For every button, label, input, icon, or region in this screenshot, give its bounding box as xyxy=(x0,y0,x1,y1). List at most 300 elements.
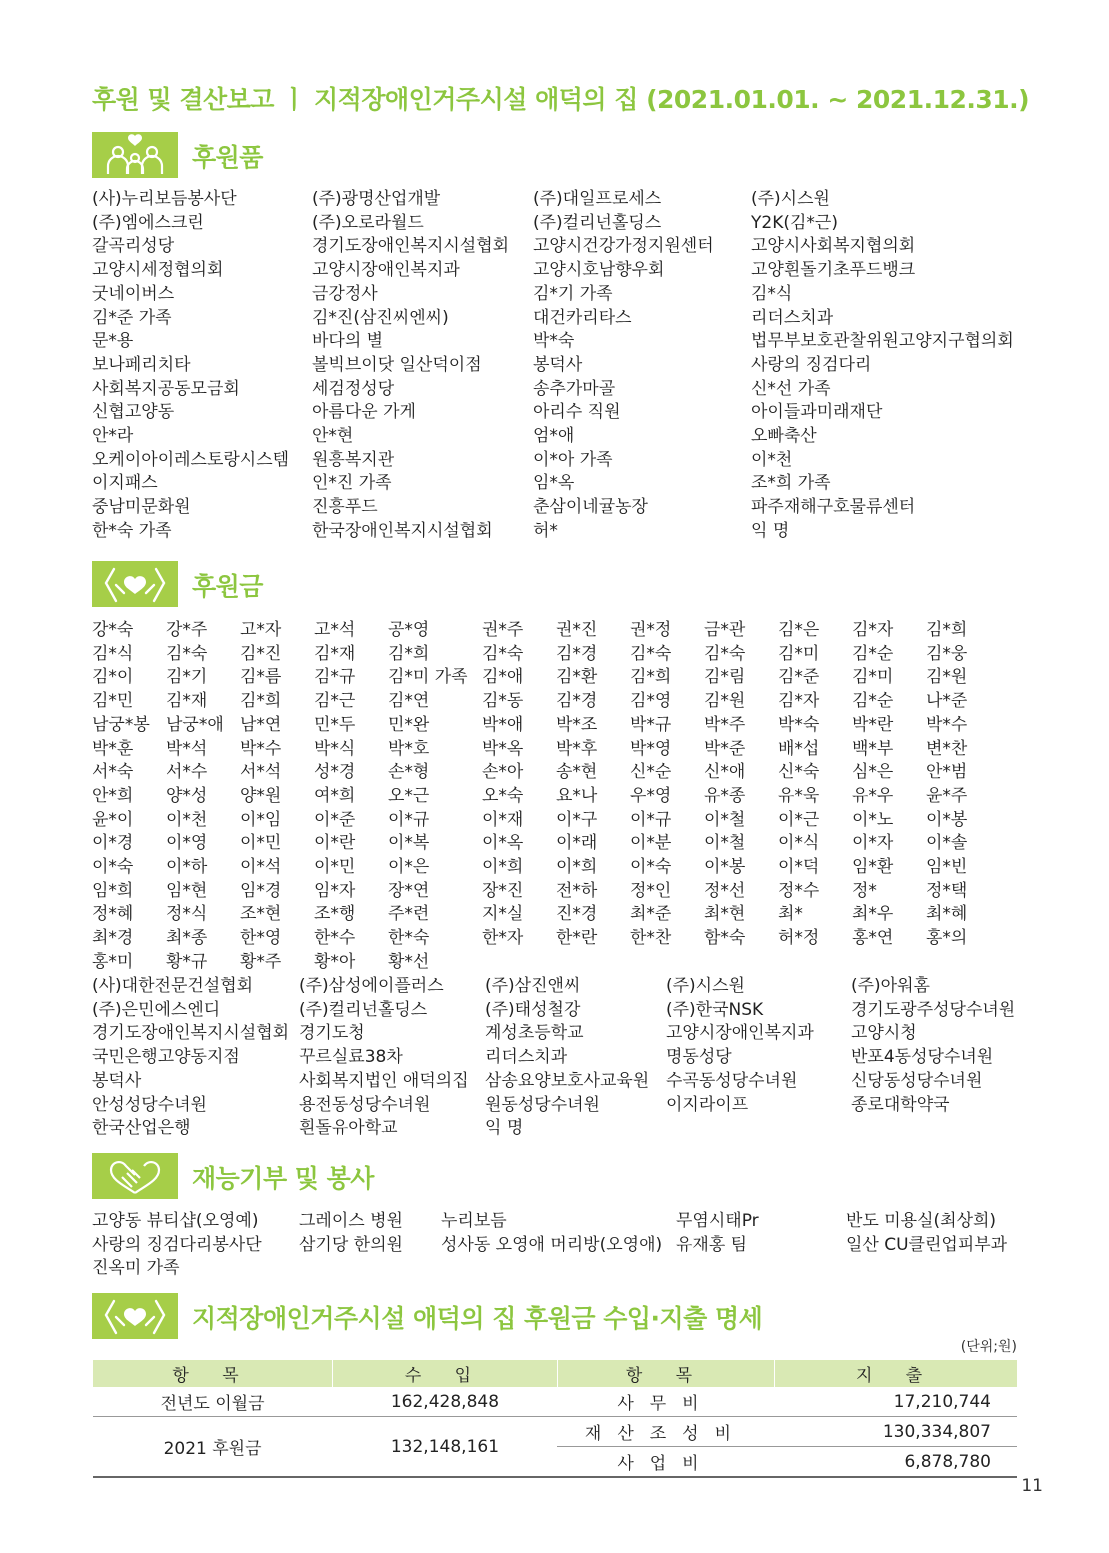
list-item: 김*환 xyxy=(556,667,598,688)
list-item: 송*현 xyxy=(556,762,598,783)
list-item: 김*미 가족 xyxy=(388,667,468,688)
list-item: (주)오로라월드 xyxy=(312,212,424,233)
list-item: 봉덕사 xyxy=(533,354,583,375)
list-item: 계성초등학교 xyxy=(485,1023,584,1044)
list-item: 이*임 xyxy=(240,809,282,830)
list-item: 김*경 xyxy=(556,643,598,664)
list-item: (주)한국NSK xyxy=(666,999,764,1020)
unit-label: (단위;원) xyxy=(960,1339,1017,1355)
section-title-talent: 재능기부 및 봉사 xyxy=(192,1164,374,1193)
list-item: 김*희 xyxy=(630,667,672,688)
list-item: 고양시장애인복지과 xyxy=(312,260,460,281)
list-item: 최*종 xyxy=(166,928,208,949)
list-item: 황*선 xyxy=(388,951,430,972)
list-item: 김*은 xyxy=(778,620,820,640)
expense-value: 6,878,780 xyxy=(775,1447,1017,1478)
list-item: (주)은민에스엔디 xyxy=(92,999,221,1020)
list-item: 이*경 xyxy=(92,833,134,854)
list-item: 박*준 xyxy=(704,738,746,759)
list-item: 이*천 xyxy=(166,809,208,830)
list-item: 익 명 xyxy=(751,520,790,541)
list-item: 박*훈 xyxy=(92,738,134,759)
income-value: 132,148,161 xyxy=(333,1417,558,1478)
list-item: 서*수 xyxy=(166,762,208,783)
list-item: 임*현 xyxy=(166,880,208,901)
list-item: 갈곡리성당 xyxy=(92,236,175,257)
list-item: 이지패스 xyxy=(92,473,158,494)
list-item: 경기도장애인복지시설협회 xyxy=(312,236,510,257)
table-row xyxy=(93,1417,1018,1447)
list-item: 삼기당 한의원 xyxy=(299,1234,403,1255)
hands-heart-icon xyxy=(92,561,178,607)
list-item: 바다의 별 xyxy=(312,331,384,352)
list-item: 박*후 xyxy=(556,738,598,759)
list-item: 조*행 xyxy=(314,904,356,925)
list-item xyxy=(676,1257,846,1281)
list-item: 안성성당수녀원 xyxy=(92,1094,207,1115)
list-item: 임*옥 xyxy=(533,473,575,494)
list-item: 이*하 xyxy=(166,857,208,878)
list-item: (주)광명산업개발 xyxy=(312,189,441,209)
list-item: 진*경 xyxy=(556,904,598,925)
list-item: 한*숙 가족 xyxy=(92,520,172,541)
list-item: 봉덕사 xyxy=(92,1070,142,1091)
list-item: 이*민 xyxy=(314,857,356,878)
list-item: 고*자 xyxy=(240,620,282,640)
list-item: 한*란 xyxy=(556,928,598,949)
list-item: 함*숙 xyxy=(704,928,746,949)
individual-donor-list xyxy=(92,619,1000,975)
list-item: 이*구 xyxy=(556,809,598,830)
list-item: 이*래 xyxy=(556,833,598,854)
list-item xyxy=(846,1257,1026,1281)
list-item: 박*란 xyxy=(852,714,894,735)
list-item: 유재홍 팀 xyxy=(676,1234,748,1255)
list-item: 전*하 xyxy=(556,880,598,901)
list-item: 최*혜 xyxy=(926,904,968,925)
list-item: 박*주 xyxy=(704,714,746,735)
header-expense: 지 출 xyxy=(775,1360,1017,1387)
list-item: 오*숙 xyxy=(482,785,524,806)
list-item: 용전동성당수녀원 xyxy=(299,1094,431,1115)
list-item: 박*석 xyxy=(166,738,208,759)
list-item: 엄*애 xyxy=(533,426,575,447)
list-item: 정* xyxy=(852,880,877,901)
list-item: 김*근 xyxy=(314,691,356,712)
list-item: 신*숙 xyxy=(778,762,820,783)
list-item: 일산 CU클린업피부과 xyxy=(846,1234,1008,1255)
list-item: 변*찬 xyxy=(926,738,968,759)
list-item: 조*희 가족 xyxy=(751,473,831,494)
list-item: 홍*의 xyxy=(926,928,968,949)
list-item: (주)컬리넌홀딩스 xyxy=(533,212,662,233)
list-item: 심*은 xyxy=(852,762,894,783)
list-item: 박*호 xyxy=(388,738,430,759)
list-item: 김*숙 xyxy=(630,643,672,664)
header-income-item: 항 목 xyxy=(93,1360,333,1387)
list-item: 김*이 xyxy=(92,667,134,688)
list-item: 박*수 xyxy=(926,714,968,735)
list-item: 김*순 xyxy=(852,691,894,712)
list-item: 사랑의 징검다리봉사단 xyxy=(92,1234,262,1255)
expense-value: 130,334,807 xyxy=(775,1417,1017,1447)
list-item: 이*솔 xyxy=(926,833,968,854)
list-item: 이*희 xyxy=(556,857,598,878)
list-item: 이*아 가족 xyxy=(533,449,613,470)
list-item: 이*철 xyxy=(704,833,746,854)
list-item: 박*숙 xyxy=(778,714,820,735)
list-item: 유*종 xyxy=(704,785,746,806)
list-item: 고양시장애인복지과 xyxy=(666,1023,814,1044)
list-item: 김*민 xyxy=(92,691,134,712)
list-item: 정*혜 xyxy=(92,904,134,925)
list-item: 남궁*애 xyxy=(166,714,224,735)
list-item: 김*애 xyxy=(482,667,524,688)
list-item: 금*관 xyxy=(704,620,746,640)
list-item: 강*주 xyxy=(166,620,208,640)
list-item: 박*숙 xyxy=(533,331,575,352)
list-item: 이*근 xyxy=(778,809,820,830)
page-number: 11 xyxy=(1021,1476,1043,1496)
list-item: 고양흰돌기초푸드뱅크 xyxy=(751,260,916,281)
list-item: 송추가마골 xyxy=(533,378,616,399)
expense-label: 사무비 xyxy=(557,1387,774,1417)
list-item: 익 명 xyxy=(485,1118,524,1139)
list-item: 윤*주 xyxy=(926,785,968,806)
list-item: 세검정성당 xyxy=(312,378,395,399)
list-item: 아이들과미래재단 xyxy=(751,402,883,423)
list-item: 조*현 xyxy=(240,904,282,925)
list-item: 박*옥 xyxy=(482,738,524,759)
list-item: 이*노 xyxy=(852,809,894,830)
list-item: 수곡동성당수녀원 xyxy=(666,1070,798,1091)
list-item: 한*영 xyxy=(240,928,282,949)
list-item: 반포4동성당수녀원 xyxy=(851,1047,994,1068)
handshake-heart-icon xyxy=(92,1153,178,1199)
list-item: 이*봉 xyxy=(926,809,968,830)
income-label: 전년도 이월금 xyxy=(93,1387,333,1417)
list-item: 파주재해구호물류센터 xyxy=(751,497,916,518)
list-item: 유*우 xyxy=(852,785,894,806)
list-item: 안*범 xyxy=(926,762,968,783)
expense-value: 17,210,744 xyxy=(775,1387,1017,1417)
list-item: 경기도장애인복지시설협회 xyxy=(92,1023,290,1044)
list-item: 민*완 xyxy=(388,714,430,735)
list-item: 손*아 xyxy=(482,762,524,783)
list-item: 김*기 xyxy=(166,667,208,688)
list-item: 신*애 xyxy=(704,762,746,783)
list-item: 볼빅브이닷 일산덕이점 xyxy=(312,354,482,375)
list-item xyxy=(851,1117,1031,1141)
list-item: 오케이아이레스토랑시스템 xyxy=(92,449,290,470)
list-item: 진옥미 가족 xyxy=(92,1258,180,1279)
list-item: 이지라이프 xyxy=(666,1094,749,1115)
list-item: (사)누리보듬봉사단 xyxy=(92,189,237,209)
list-item: 김*원 xyxy=(926,667,968,688)
list-item: 인*진 가족 xyxy=(312,473,392,494)
income-value: 162,428,848 xyxy=(333,1387,558,1417)
list-item: 김*숙 xyxy=(482,643,524,664)
list-item: 이*봉 xyxy=(704,857,746,878)
list-item: 이*천 xyxy=(751,449,793,470)
list-item: 리더스치과 xyxy=(751,307,834,328)
list-item: 김*연 xyxy=(388,691,430,712)
talent-donor-list xyxy=(92,1210,1026,1281)
goods-list xyxy=(92,188,1021,544)
list-item: Y2K(김*근) xyxy=(751,212,838,233)
list-item: 서*석 xyxy=(240,762,282,783)
list-item: 임*자 xyxy=(314,880,356,901)
hands-heart-icon xyxy=(92,1293,178,1339)
list-item: 김*진 xyxy=(240,643,282,664)
list-item: 유*욱 xyxy=(778,785,820,806)
list-item: 김*재 xyxy=(166,691,208,712)
list-item: (주)태성철강 xyxy=(485,999,581,1020)
list-item: (주)삼진앤씨 xyxy=(485,976,581,996)
list-item: 누리보듬 xyxy=(441,1211,507,1231)
list-item: 최*우 xyxy=(852,904,894,925)
list-item: 권*진 xyxy=(556,620,598,640)
list-item: 허*정 xyxy=(778,928,820,949)
header-expense-item: 항 목 xyxy=(557,1360,774,1387)
people-heart-icon xyxy=(92,132,178,178)
list-item: 황*아 xyxy=(314,951,356,972)
list-item: 이*석 xyxy=(240,857,282,878)
list-item: 김*미 xyxy=(778,643,820,664)
list-item: 김*준 xyxy=(778,667,820,688)
list-item: (주)대일프로세스 xyxy=(533,189,662,209)
list-item: 신당동성당수녀원 xyxy=(851,1070,983,1091)
list-item: 이*준 xyxy=(314,809,356,830)
list-item: 김*숙 xyxy=(704,643,746,664)
list-item: 안*라 xyxy=(92,426,134,447)
list-item: 한국장애인복지시설협회 xyxy=(312,520,493,541)
list-item: 아리수 직원 xyxy=(533,402,621,423)
list-item: 경기도광주성당수녀원 xyxy=(851,999,1016,1020)
list-item: 김*자 xyxy=(852,620,894,640)
list-item: 박*조 xyxy=(556,714,598,735)
list-item: 원흥복지관 xyxy=(312,449,395,470)
finance-table xyxy=(92,1360,1017,1478)
list-item: 김*림 xyxy=(704,667,746,688)
list-item: 김*식 xyxy=(92,643,134,664)
list-item: (주)시스원 xyxy=(751,189,830,209)
list-item: 김*규 xyxy=(314,667,356,688)
list-item: 박*식 xyxy=(314,738,356,759)
list-item: 이*은 xyxy=(388,857,430,878)
list-item: 서*숙 xyxy=(92,762,134,783)
list-item: 김*희 xyxy=(926,620,968,640)
list-item: 국민은행고양동지점 xyxy=(92,1047,240,1068)
list-item: 김*미 xyxy=(852,667,894,688)
section-title-money: 후원금 xyxy=(192,572,263,601)
list-item: 최*현 xyxy=(704,904,746,925)
list-item: 진흥푸드 xyxy=(312,497,378,518)
list-item: 임*경 xyxy=(240,880,282,901)
list-item: 김*순 xyxy=(852,643,894,664)
list-item: 오*근 xyxy=(388,785,430,806)
list-item: 이*희 xyxy=(482,857,524,878)
list-item: 고양시청 xyxy=(851,1023,917,1044)
list-item: 양*성 xyxy=(166,785,208,806)
list-item: 사회복지법인 애덕의집 xyxy=(299,1070,469,1091)
list-item: 윤*이 xyxy=(92,809,134,830)
list-item: 임*희 xyxy=(92,880,134,901)
list-item: 보나페리치타 xyxy=(92,354,191,375)
list-item: 한*찬 xyxy=(630,928,672,949)
list-item: 사회복지공동모금회 xyxy=(92,378,240,399)
list-item: 고양동 뷰티샵(오영예) xyxy=(92,1211,259,1231)
list-item: 김*진(삼진씨엔씨) xyxy=(312,307,449,328)
list-item: 사랑의 징검다리 xyxy=(751,354,872,375)
list-item: 그레이스 병원 xyxy=(299,1211,403,1231)
list-item: 성사동 오영애 머리방(오영애) xyxy=(441,1234,663,1255)
list-item: 이*숙 xyxy=(92,857,134,878)
finance-header-row xyxy=(93,1360,1018,1387)
list-item: 고양시세정협의회 xyxy=(92,260,224,281)
list-item: 배*섭 xyxy=(778,738,820,759)
list-item: 장*진 xyxy=(482,880,524,901)
list-item: 정*수 xyxy=(778,880,820,901)
list-item: 경기도청 xyxy=(299,1023,365,1044)
list-item: 주*련 xyxy=(388,904,430,925)
list-item: 반도 미용실(최상희) xyxy=(846,1211,997,1231)
list-item: 김*숙 xyxy=(166,643,208,664)
list-item: 김*준 가족 xyxy=(92,307,172,328)
list-item: 홍*미 xyxy=(92,951,134,972)
list-item: 신협고양동 xyxy=(92,402,175,423)
list-item: 대건카리타스 xyxy=(533,307,632,328)
list-item: 남*연 xyxy=(240,714,282,735)
list-item: 법무부보호관찰위원고양지구협의회 xyxy=(751,331,1014,352)
list-item: 이*분 xyxy=(630,833,672,854)
list-item: 원동성당수녀원 xyxy=(485,1094,600,1115)
list-item: 이*복 xyxy=(388,833,430,854)
list-item xyxy=(441,1257,676,1281)
list-item: 이*숙 xyxy=(630,857,672,878)
list-item: 김*기 가족 xyxy=(533,283,613,304)
list-item: 최* xyxy=(778,904,803,925)
list-item: 김*름 xyxy=(240,667,282,688)
list-item: 이*민 xyxy=(240,833,282,854)
list-item: 춘삼이네귤농장 xyxy=(533,497,648,518)
list-item: 안*희 xyxy=(92,785,134,806)
list-item: (주)시스원 xyxy=(666,976,745,996)
list-item: 요*나 xyxy=(556,785,598,806)
list-item: (주)삼성에이플러스 xyxy=(299,976,444,996)
expense-label: 사업비 xyxy=(557,1447,774,1478)
list-item: 한*자 xyxy=(482,928,524,949)
list-item: 금강정사 xyxy=(312,283,378,304)
list-item: 성*경 xyxy=(314,762,356,783)
list-item: 무염시태Pr xyxy=(676,1211,759,1231)
list-item: 고*석 xyxy=(314,620,356,640)
list-item: 황*주 xyxy=(240,951,282,972)
list-item: 임*빈 xyxy=(926,857,968,878)
list-item: 김*영 xyxy=(630,691,672,712)
section-title-goods: 후원품 xyxy=(192,143,263,172)
list-item: 백*부 xyxy=(852,738,894,759)
list-item: 한국산업은행 xyxy=(92,1118,191,1139)
table-row xyxy=(93,1387,1018,1417)
list-item: 최*경 xyxy=(92,928,134,949)
list-item: 정*식 xyxy=(166,904,208,925)
list-item: 이*재 xyxy=(482,809,524,830)
list-item: 이*영 xyxy=(166,833,208,854)
organization-donor-list xyxy=(92,975,1031,1141)
list-item: 굿네이버스 xyxy=(92,283,175,304)
list-item: 이*규 xyxy=(630,809,672,830)
list-item: 김*경 xyxy=(556,691,598,712)
list-item: 리더스치과 xyxy=(485,1047,568,1068)
list-item: 임*환 xyxy=(852,857,894,878)
list-item: (주)엠에스크린 xyxy=(92,212,204,233)
list-item: 박*애 xyxy=(482,714,524,735)
list-item xyxy=(666,1117,851,1141)
list-item: 정*인 xyxy=(630,880,672,901)
list-item: 중남미문화원 xyxy=(92,497,191,518)
list-item: 권*주 xyxy=(482,620,524,640)
list-item: 이*규 xyxy=(388,809,430,830)
list-item: 허* xyxy=(533,520,558,541)
income-label: 2021 후원금 xyxy=(93,1417,333,1478)
list-item: 박*수 xyxy=(240,738,282,759)
list-item: 김*웅 xyxy=(926,643,968,664)
list-item: 지*실 xyxy=(482,904,524,925)
list-item: 이*란 xyxy=(314,833,356,854)
list-item: 정*택 xyxy=(926,880,968,901)
list-item xyxy=(299,1257,441,1281)
list-item: 이*덕 xyxy=(778,857,820,878)
list-item: 김*식 xyxy=(751,283,793,304)
list-item: 권*정 xyxy=(630,620,672,640)
list-item: 손*형 xyxy=(388,762,430,783)
list-item: 삼송요양보호사교육원 xyxy=(485,1070,650,1091)
list-item: (주)컬리넌홀딩스 xyxy=(299,999,428,1020)
list-item: 종로대학약국 xyxy=(851,1094,950,1115)
list-item: 이*식 xyxy=(778,833,820,854)
list-item: 우*영 xyxy=(630,785,672,806)
list-item: 문*용 xyxy=(92,331,134,352)
list-item: 남궁*봉 xyxy=(92,714,150,735)
list-item: 강*숙 xyxy=(92,620,134,640)
list-item: 홍*연 xyxy=(852,928,894,949)
list-item: 오빠축산 xyxy=(751,426,817,447)
list-item: 고양시건강가정지원센터 xyxy=(533,236,714,257)
list-item: (주)아워홈 xyxy=(851,976,930,996)
list-item: 고양시호남향우회 xyxy=(533,260,665,281)
list-item: 공*영 xyxy=(388,620,430,640)
header-income: 수 입 xyxy=(333,1360,558,1387)
expense-label: 재산조성비 xyxy=(557,1417,774,1447)
list-item: 장*연 xyxy=(388,880,430,901)
list-item: 김*원 xyxy=(704,691,746,712)
list-item: 고양시사회복지협의회 xyxy=(751,236,916,257)
list-item: 명동성당 xyxy=(666,1047,732,1068)
list-item: 신*순 xyxy=(630,762,672,783)
list-item: 여*희 xyxy=(314,785,356,806)
list-item: 양*원 xyxy=(240,785,282,806)
list-item: 나*준 xyxy=(926,691,968,712)
list-item: 박*규 xyxy=(630,714,672,735)
list-item: 황*규 xyxy=(166,951,208,972)
page-title: 후원 및 결산보고 ㅣ 지적장애인거주시설 애덕의 집 (2021.01.01. ~ 2021.12.31.) xyxy=(92,85,1030,114)
list-item: 흰돌유아학교 xyxy=(299,1118,398,1139)
list-item: 최*준 xyxy=(630,904,672,925)
list-item: 안*현 xyxy=(312,426,354,447)
list-item: 이*옥 xyxy=(482,833,524,854)
list-item: 김*재 xyxy=(314,643,356,664)
